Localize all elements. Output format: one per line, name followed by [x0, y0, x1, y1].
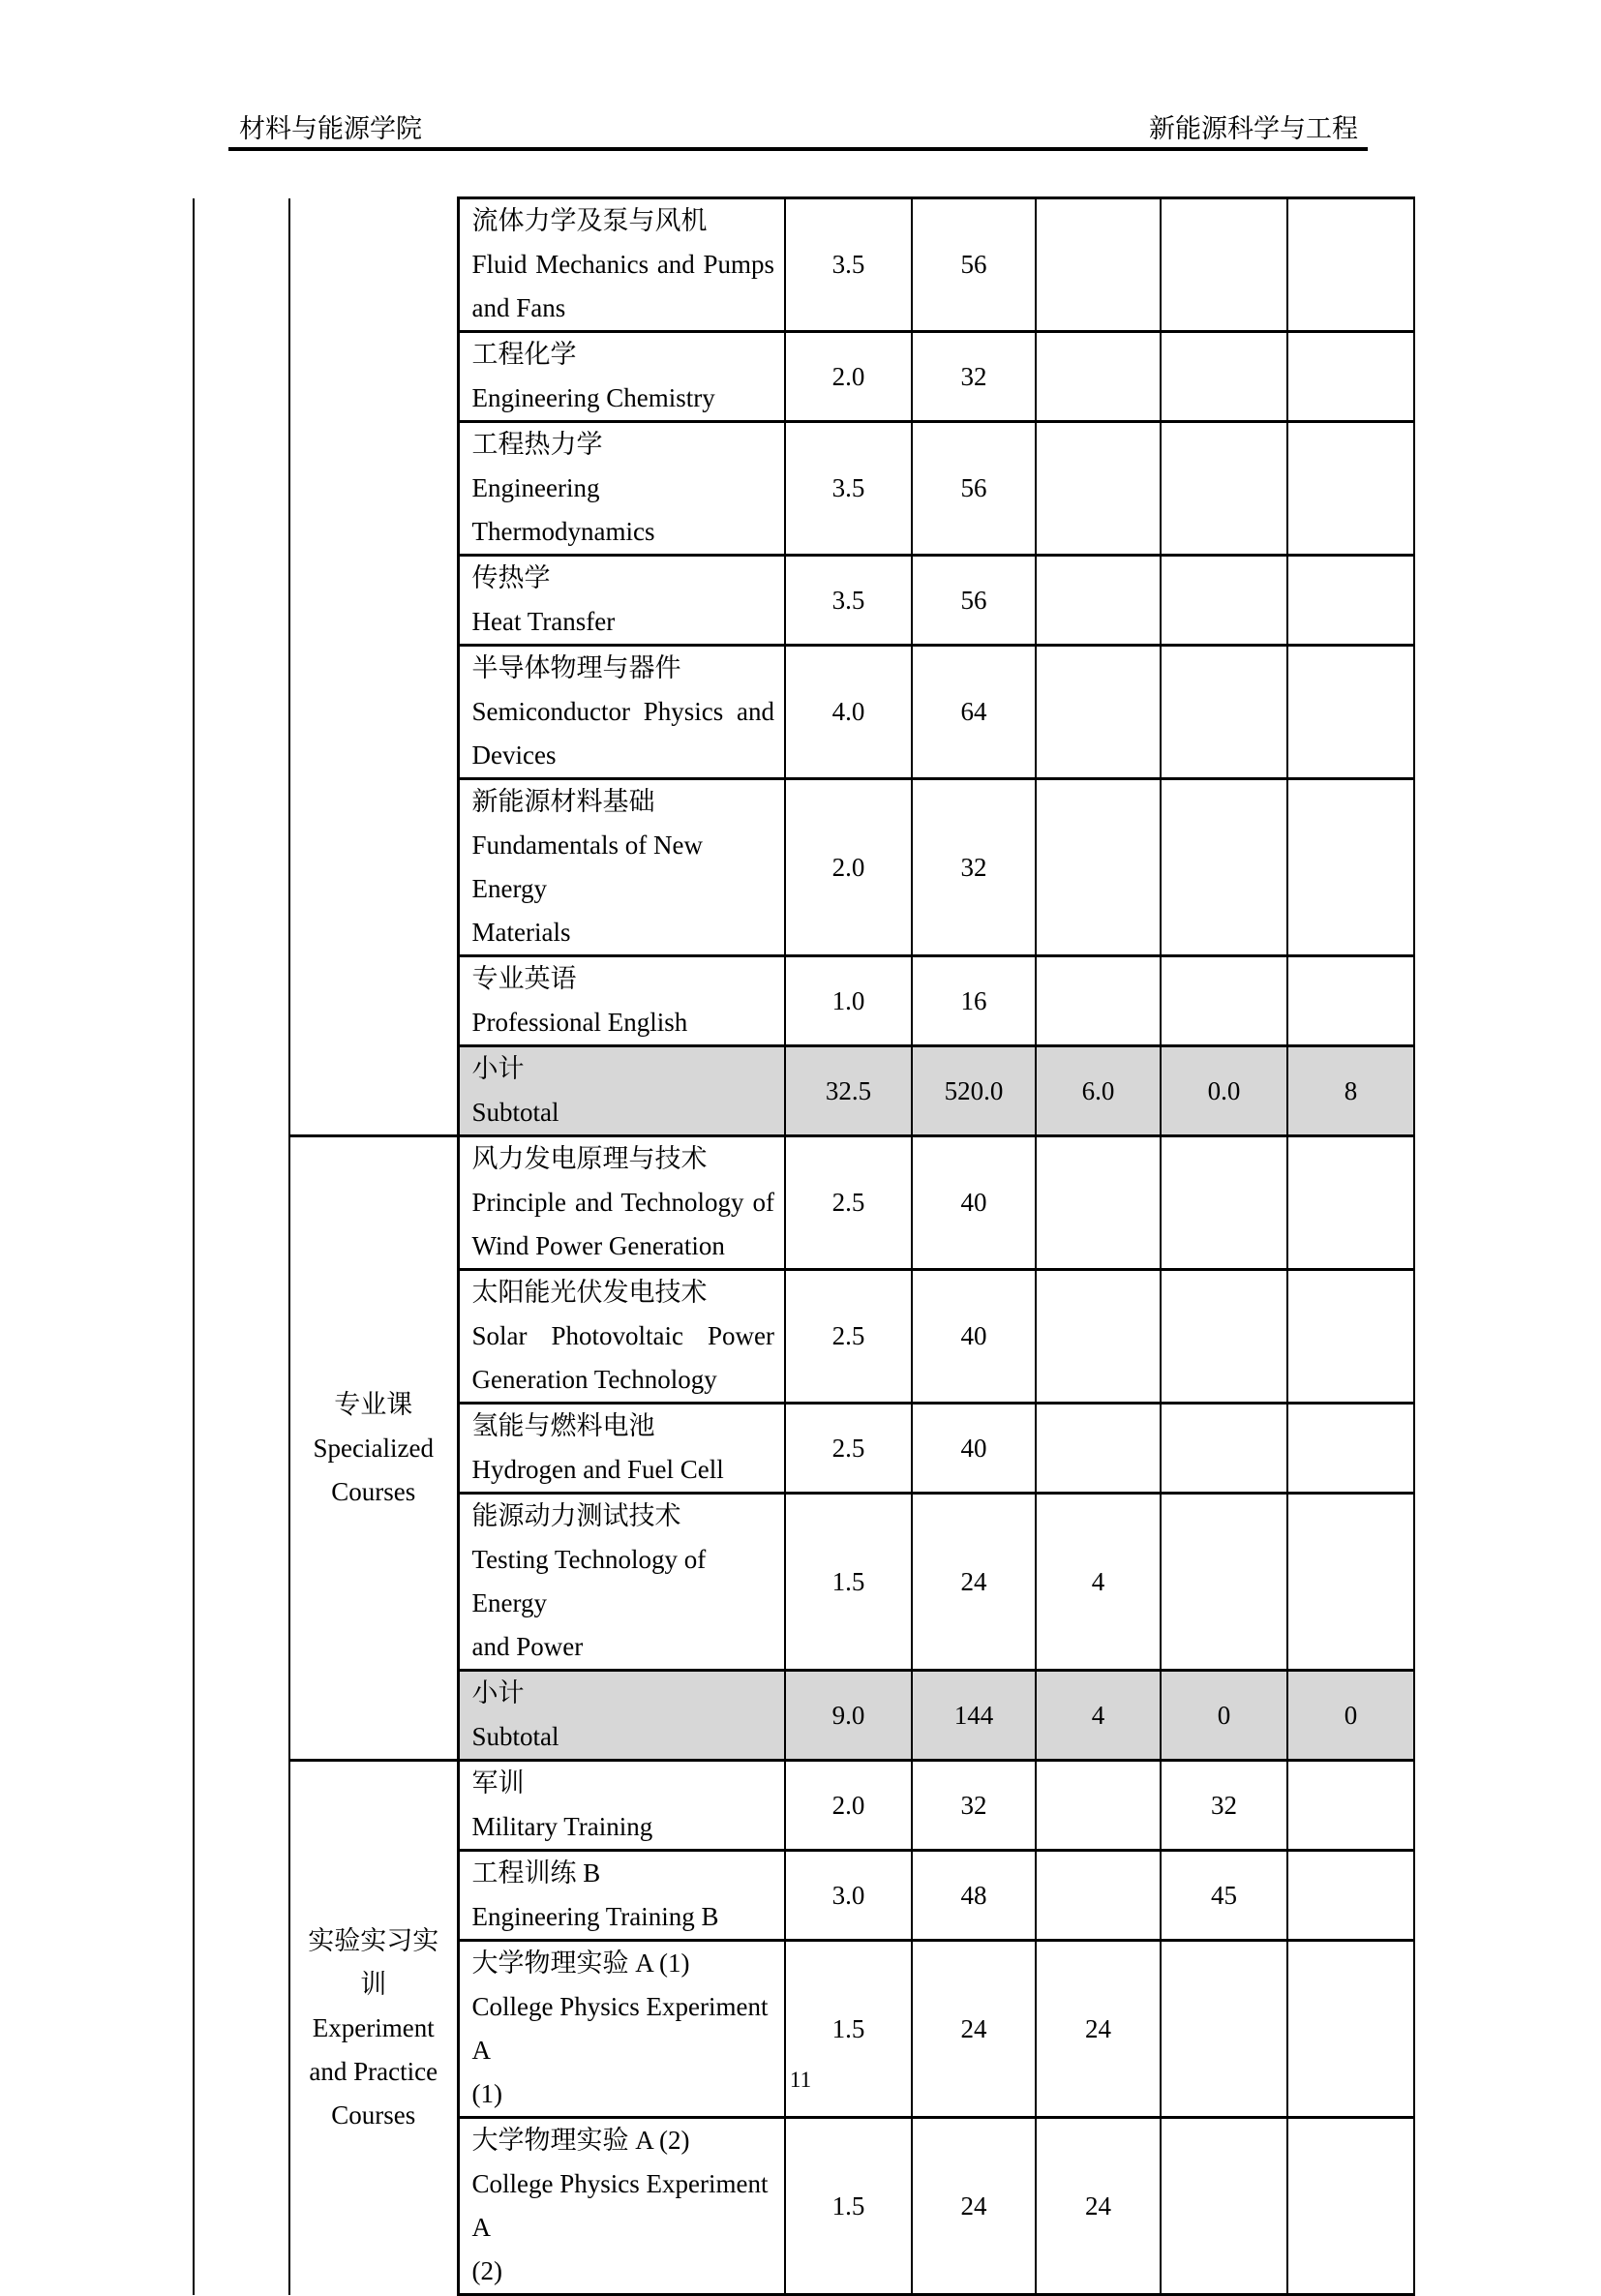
col5-cell	[1036, 1270, 1161, 1404]
course-title-en: College Physics Experiment A	[471, 1992, 769, 2065]
course-title-en: Military Training	[471, 1812, 653, 1841]
course-name-cell	[458, 1404, 785, 1494]
col7-cell	[1287, 1494, 1414, 1671]
header-right-text: 新能源科学与工程	[1149, 114, 1358, 143]
col5-cell	[1036, 1404, 1161, 1494]
hours-cell: 144	[912, 1671, 1036, 1761]
col6-cell	[1161, 1494, 1287, 1671]
hours-cell: 24	[912, 2118, 1036, 2295]
col6-cell: 0	[1161, 1671, 1287, 1761]
col6-cell: 32	[1161, 1761, 1287, 1851]
course-title-en: Devices	[471, 740, 557, 770]
category-label-line: Experiment	[312, 2012, 435, 2042]
course-name-cell	[458, 646, 785, 779]
col5-cell	[1036, 332, 1161, 422]
credits-cell: 2.5	[785, 1136, 912, 1270]
category-cell	[289, 1761, 458, 2295]
category-label-line: 专业课	[334, 1389, 413, 1419]
course-title-en: Engineering Thermodynamics	[471, 473, 655, 546]
category-label-line: 训	[360, 1969, 387, 1999]
credits-cell: 2.5	[785, 1404, 912, 1494]
credits-cell: 2.0	[785, 779, 912, 956]
course-name-cell	[458, 1494, 785, 1671]
course-title-en: Engineering Chemistry	[471, 383, 715, 412]
col5-cell	[1036, 422, 1161, 556]
col5-cell	[1036, 956, 1161, 1046]
hours-cell: 56	[912, 556, 1036, 646]
col5-cell	[1036, 198, 1161, 332]
course-title-zh: 工程热力学	[471, 430, 603, 459]
credits-cell: 3.0	[785, 1851, 912, 1941]
course-title-zh: 大学物理实验 A (1)	[471, 1949, 690, 1978]
page-header	[239, 114, 1358, 143]
category-label-line: Courses	[331, 1476, 416, 1506]
course-title-zh: 能源动力测试技术	[471, 1501, 681, 1530]
category-cell	[289, 198, 458, 1136]
col7-cell: 8	[1287, 1046, 1414, 1136]
course-title-zh: 传热学	[471, 563, 551, 592]
col6-cell	[1161, 1404, 1287, 1494]
credits-cell: 3.5	[785, 422, 912, 556]
col7-cell	[1287, 1270, 1414, 1404]
col7-cell: 0	[1287, 1671, 1414, 1761]
col5-cell: 4	[1036, 1671, 1161, 1761]
col7-cell	[1287, 556, 1414, 646]
course-title-en: Professional English	[471, 1008, 688, 1037]
course-name-cell	[458, 1136, 785, 1270]
hours-cell: 56	[912, 422, 1036, 556]
course-title-en: Testing Technology of Energy	[471, 1545, 707, 1617]
subtotal-label-cell	[458, 1671, 785, 1761]
course-title-zh: 新能源材料基础	[471, 787, 655, 816]
header-rule	[228, 147, 1368, 151]
category-label-line: Specialized	[313, 1433, 434, 1463]
hours-cell: 32	[912, 1761, 1036, 1851]
col7-cell	[1287, 646, 1414, 779]
page-footer	[0, 2068, 1601, 2093]
page-number: 11	[789, 2068, 812, 2092]
hours-cell: 56	[912, 198, 1036, 332]
col5-cell: 24	[1036, 2118, 1161, 2295]
col7-cell	[1287, 779, 1414, 956]
hours-cell: 32	[912, 332, 1036, 422]
course-title-en: (1)	[471, 2079, 502, 2108]
col6-cell	[1161, 332, 1287, 422]
course-title-zh: 工程化学	[471, 340, 577, 369]
hours-cell: 64	[912, 646, 1036, 779]
course-title-en: Materials	[471, 918, 571, 947]
col6-cell	[1161, 646, 1287, 779]
course-title-zh: 半导体物理与器件	[471, 653, 681, 682]
col5-cell: 4	[1036, 1494, 1161, 1671]
credits-cell: 2.0	[785, 332, 912, 422]
subtotal-label-zh: 小计	[471, 1678, 525, 1707]
credits-cell: 4.0	[785, 646, 912, 779]
col6-cell	[1161, 198, 1287, 332]
col7-cell	[1287, 332, 1414, 422]
col5-cell: 24	[1036, 1941, 1161, 2118]
credits-cell: 1.5	[785, 1494, 912, 1671]
credits-cell: 1.5	[785, 2118, 912, 2295]
hours-cell: 24	[912, 1941, 1036, 2118]
course-row	[194, 1761, 1414, 1851]
col5-cell	[1036, 779, 1161, 956]
col7-cell	[1287, 1136, 1414, 1270]
course-title-en: (2)	[471, 2256, 502, 2285]
course-title-zh: 流体力学及泵与风机	[471, 206, 708, 235]
subtotal-label-zh: 小计	[471, 1054, 525, 1083]
col6-cell	[1161, 956, 1287, 1046]
hours-cell: 48	[912, 1851, 1036, 1941]
category-label-line: and Practice	[309, 2056, 438, 2086]
col5-cell	[1036, 1851, 1161, 1941]
col5-cell	[1036, 1761, 1161, 1851]
col5-cell: 6.0	[1036, 1046, 1161, 1136]
course-name-cell	[458, 1851, 785, 1941]
course-title-en: and Fans	[471, 293, 566, 322]
course-row	[194, 198, 1414, 332]
col7-cell	[1287, 1761, 1414, 1851]
course-title-en: Principle and Technology of	[471, 1188, 774, 1217]
course-title-en: Engineering Training B	[471, 1902, 719, 1931]
col6-cell	[1161, 556, 1287, 646]
course-title-zh: 军训	[471, 1768, 525, 1798]
credits-cell: 32.5	[785, 1046, 912, 1136]
col6-cell	[1161, 1136, 1287, 1270]
course-name-cell	[458, 1270, 785, 1404]
course-title-en: Heat Transfer	[471, 607, 616, 636]
course-name-cell	[458, 198, 785, 332]
credits-cell: 9.0	[785, 1671, 912, 1761]
col6-cell	[1161, 2118, 1287, 2295]
col5-cell	[1036, 556, 1161, 646]
subtotal-label-en: Subtotal	[471, 1098, 559, 1127]
col7-cell	[1287, 198, 1414, 332]
col7-cell	[1287, 1404, 1414, 1494]
credits-cell: 2.5	[785, 1270, 912, 1404]
outer-category-cell	[194, 198, 289, 2295]
course-name-cell	[458, 2118, 785, 2295]
col6-cell	[1161, 1270, 1287, 1404]
course-title-zh: 专业英语	[471, 964, 577, 993]
col6-cell: 0.0	[1161, 1046, 1287, 1136]
hours-cell: 520.0	[912, 1046, 1036, 1136]
category-label-line: 实验实习实	[308, 1925, 439, 1955]
hours-cell: 40	[912, 1404, 1036, 1494]
course-name-cell	[458, 422, 785, 556]
course-title-zh: 大学物理实验 A (2)	[471, 2126, 690, 2155]
hours-cell: 32	[912, 779, 1036, 956]
credits-cell: 2.0	[785, 1761, 912, 1851]
course-title-zh: 太阳能光伏发电技术	[471, 1278, 708, 1307]
col7-cell	[1287, 422, 1414, 556]
curriculum-table	[193, 196, 1415, 2296]
credits-cell: 1.5	[785, 1941, 912, 2118]
course-row	[194, 1136, 1414, 1270]
course-title-en: Hydrogen and Fuel Cell	[471, 1455, 724, 1484]
course-title-en: and Power	[471, 1632, 584, 1661]
credits-cell: 3.5	[785, 198, 912, 332]
course-title-zh: 风力发电原理与技术	[471, 1144, 708, 1173]
col7-cell	[1287, 2118, 1414, 2295]
category-label-line: Courses	[331, 2100, 416, 2130]
course-title-en: Wind Power Generation	[471, 1231, 725, 1260]
credits-cell: 3.5	[785, 556, 912, 646]
course-title-en: Fluid Mechanics and Pumps	[471, 250, 774, 279]
col6-cell	[1161, 422, 1287, 556]
course-name-cell	[458, 956, 785, 1046]
hours-cell: 16	[912, 956, 1036, 1046]
col5-cell	[1036, 1136, 1161, 1270]
subtotal-label-cell	[458, 1046, 785, 1136]
course-name-cell	[458, 332, 785, 422]
col7-cell	[1287, 1851, 1414, 1941]
col5-cell	[1036, 646, 1161, 779]
course-title-en: Solar Photovoltaic Power	[471, 1321, 774, 1350]
col6-cell	[1161, 779, 1287, 956]
col7-cell	[1287, 956, 1414, 1046]
header-left-text: 材料与能源学院	[239, 114, 422, 143]
course-title-zh: 氢能与燃料电池	[471, 1411, 655, 1440]
course-title-zh: 工程训练 B	[471, 1858, 601, 1888]
category-cell	[289, 1136, 458, 1761]
course-name-cell	[458, 1761, 785, 1851]
subtotal-label-en: Subtotal	[471, 1722, 559, 1751]
hours-cell: 40	[912, 1136, 1036, 1270]
hours-cell: 40	[912, 1270, 1036, 1404]
course-title-en: Fundamentals of New Energy	[471, 831, 703, 903]
col6-cell: 45	[1161, 1851, 1287, 1941]
course-title-en: College Physics Experiment A	[471, 2169, 769, 2242]
course-name-cell	[458, 779, 785, 956]
course-title-en: Semiconductor Physics and	[471, 697, 774, 726]
hours-cell: 24	[912, 1494, 1036, 1671]
credits-cell: 1.0	[785, 956, 912, 1046]
course-name-cell	[458, 556, 785, 646]
course-title-en: Generation Technology	[471, 1365, 717, 1394]
